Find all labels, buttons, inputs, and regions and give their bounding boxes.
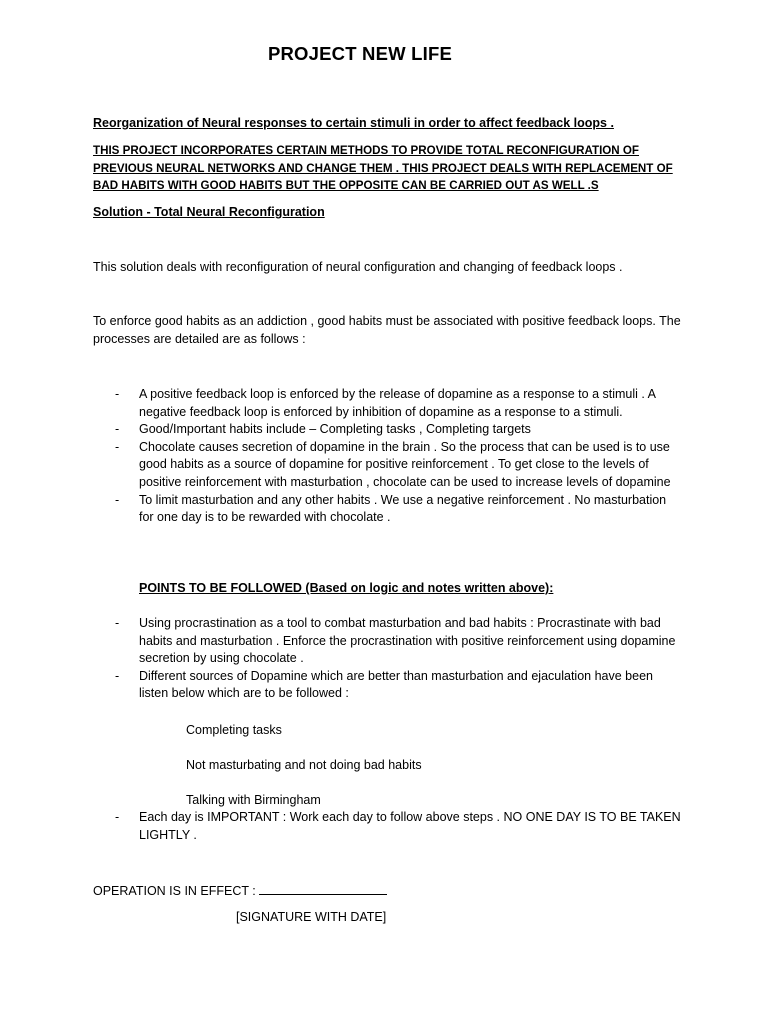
dopamine-source-item: Completing tasks xyxy=(186,723,282,737)
final-list xyxy=(93,809,683,844)
list-item xyxy=(93,386,683,421)
list-item-text: Good/Important habits include – Completing tasks , Completing targets xyxy=(139,422,531,437)
list-item xyxy=(93,668,683,703)
list-item-text: Different sources of Dopamine which are better than masturbation and ejaculation have been listen below which are to be followed : xyxy=(139,668,653,701)
bullet-dash: - xyxy=(115,387,120,401)
bullet-dash: - xyxy=(115,439,120,454)
list-item-text: Using procrastination as a tool to combat masturbation and bad habits : Procrastinate with bad habits and masturbation . Enforce the procrastination with positive reinforcement using dopamine secretion by using chocolate . xyxy=(139,616,676,666)
process-intro-paragraph: To enforce good habits as an addiction , good habits must be associated with positive feedback loops. The processes are detailed are as follows : xyxy=(93,314,681,346)
operation-line xyxy=(93,881,683,901)
list-item-text: To limit masturbation and any other habits . We use a negative reinforcement . No masturbation for one day is to be rewarded with chocolate . xyxy=(139,492,667,525)
list-item xyxy=(93,439,683,492)
list-item xyxy=(93,809,683,844)
points-heading: POINTS TO BE FOLLOWED (Based on logic and notes written above): xyxy=(139,581,554,595)
dopamine-source-item: Talking with Birmingham xyxy=(186,793,321,807)
list-item-text: Chocolate causes secretion of dopamine in the brain . So the process that can be used is to use good habits as a source of dopamine for positive reinforcement . To get close to the levels of positive reinforcement with masturbation , chocolate can be used to increase levels of dopamine xyxy=(139,439,671,489)
bullet-dash: - xyxy=(115,668,120,683)
bullet-dash: - xyxy=(115,616,120,630)
signature-label: [SIGNATURE WITH DATE] xyxy=(236,910,387,924)
operation-label: OPERATION IS IN EFFECT : xyxy=(93,884,256,898)
bullet-dash: - xyxy=(115,422,120,437)
points-list xyxy=(93,615,683,703)
document-subtitle: Reorganization of Neural responses to certain stimuli in order to affect feedback loops . xyxy=(93,116,614,130)
list-item-text: Each day is IMPORTANT : Work each day to follow above steps . NO ONE DAY IS TO BE TAKEN LIGHTLY . xyxy=(139,810,681,842)
solution-paragraph: This solution deals with reconfiguration of neural configuration and changing of feedback loops . xyxy=(93,260,623,274)
list-item-text: A positive feedback loop is enforced by the release of dopamine as a response to a stimuli . A negative feedback loop is enforced by inhibition of dopamine as a response to a stimuli. xyxy=(139,387,656,419)
process-list xyxy=(93,386,683,527)
list-item xyxy=(93,492,683,527)
list-item xyxy=(93,615,683,668)
bullet-dash: - xyxy=(115,810,120,824)
solution-heading: Solution - Total Neural Reconfiguration xyxy=(93,205,325,219)
bullet-dash: - xyxy=(115,492,120,507)
list-item xyxy=(93,421,683,439)
dopamine-source-item: Not masturbating and not doing bad habits xyxy=(186,758,422,772)
intro-paragraph: THIS PROJECT INCORPORATES CERTAIN METHODS TO PROVIDE TOTAL RECONFIGURATION OF PREVIOUS NEURAL NETWORKS AND CHANGE THEM . THIS PROJECT DEALS WITH REPLACEMENT OF BAD HABITS WITH GOOD HABITS BUT THE OPPOSITE CAN BE CARRIED OUT AS WELL .S xyxy=(93,144,673,193)
signature-blank-line[interactable] xyxy=(259,881,387,895)
document-title: PROJECT NEW LIFE xyxy=(267,43,453,64)
